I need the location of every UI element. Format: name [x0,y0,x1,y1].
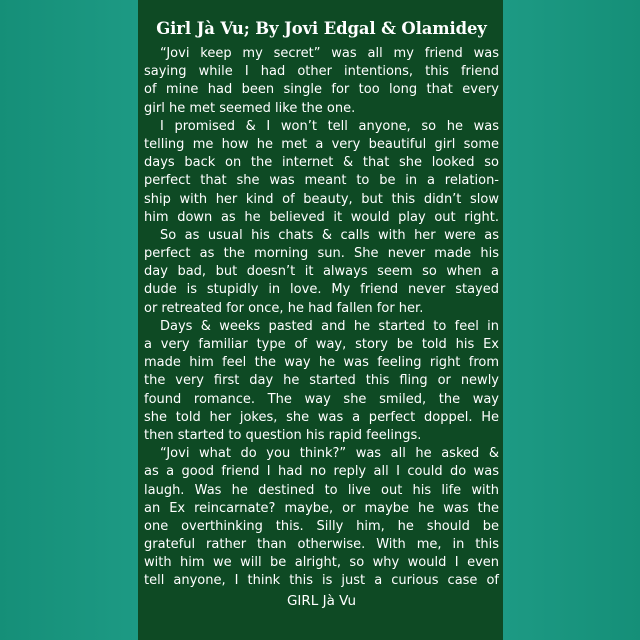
story-line: laugh. Was he destined to live out his life with [144,482,499,498]
story-line: found romance. The way she smiled, the way [144,391,499,407]
story-line: or retreated for once, he had fallen for her. [144,300,424,316]
story-line: “Jovi keep my secret” was all my friend was [160,46,499,61]
story-line: as a good friend I had no reply all I could do was [144,464,499,480]
story-line: day bad, but doesn’t it always seem so when a [144,264,499,280]
story-line: telling me how he met a very beautiful girl some [144,136,499,152]
story-line: of mine had been single for too long that every [144,82,499,98]
story-line: saying while I had other intentions, this friend [144,64,499,80]
story-line: a very familiar type of way, story be told his Ex [144,337,499,352]
story-line: then started to question his rapid feelings. [144,427,422,443]
story-line: So as usual his chats & calls with her were as [160,227,499,243]
story-title: Girl Jà Vu; By Jovi Edgal & Olamidey [156,19,487,38]
story-panel [138,0,503,640]
story-line: perfect as the morning sun. She never made his [144,246,499,262]
story-line: one overthinking this. Silly him, he should be [144,518,499,534]
story-line: an Ex reincarnate? maybe, or maybe he was the [144,500,499,516]
story-line: grateful rather than otherwise. With me, in this [144,537,499,553]
story-line: him down as he believed it would play out right. [144,209,499,225]
story-line: ship with her kind of beauty, but this didn’t slow [144,191,499,207]
story-line: with him we will be alright, so why would I even [144,555,499,571]
story-line: I promised & I won’t tell anyone, so he was [160,118,499,134]
story-line: the very first day he started this fling or newly [144,373,499,389]
story-line: she told her jokes, she was a perfect doppel. He [144,409,499,425]
left-teal-margin [0,0,138,640]
story-line: made him feel the way he was feeling right from [144,355,499,371]
story-body [144,45,499,591]
right-teal-margin [502,0,640,640]
story-ending: GIRL Jà Vu [286,592,357,609]
story-line: tell anyone, I think this is just a curious case of [144,573,499,589]
story-line: dude is stupidly in love. My friend never stayed [144,282,499,298]
story-line: girl he met seemed like the one. [144,100,356,116]
story-line: Days & weeks pasted and he started to feel in [160,318,499,334]
story-line: days back on the internet & that she looked so [144,155,499,171]
story-line: perfect that she was meant to be in a relation- [144,173,499,189]
story-line: “Jovi what do you think?” was all he asked & [160,446,499,462]
